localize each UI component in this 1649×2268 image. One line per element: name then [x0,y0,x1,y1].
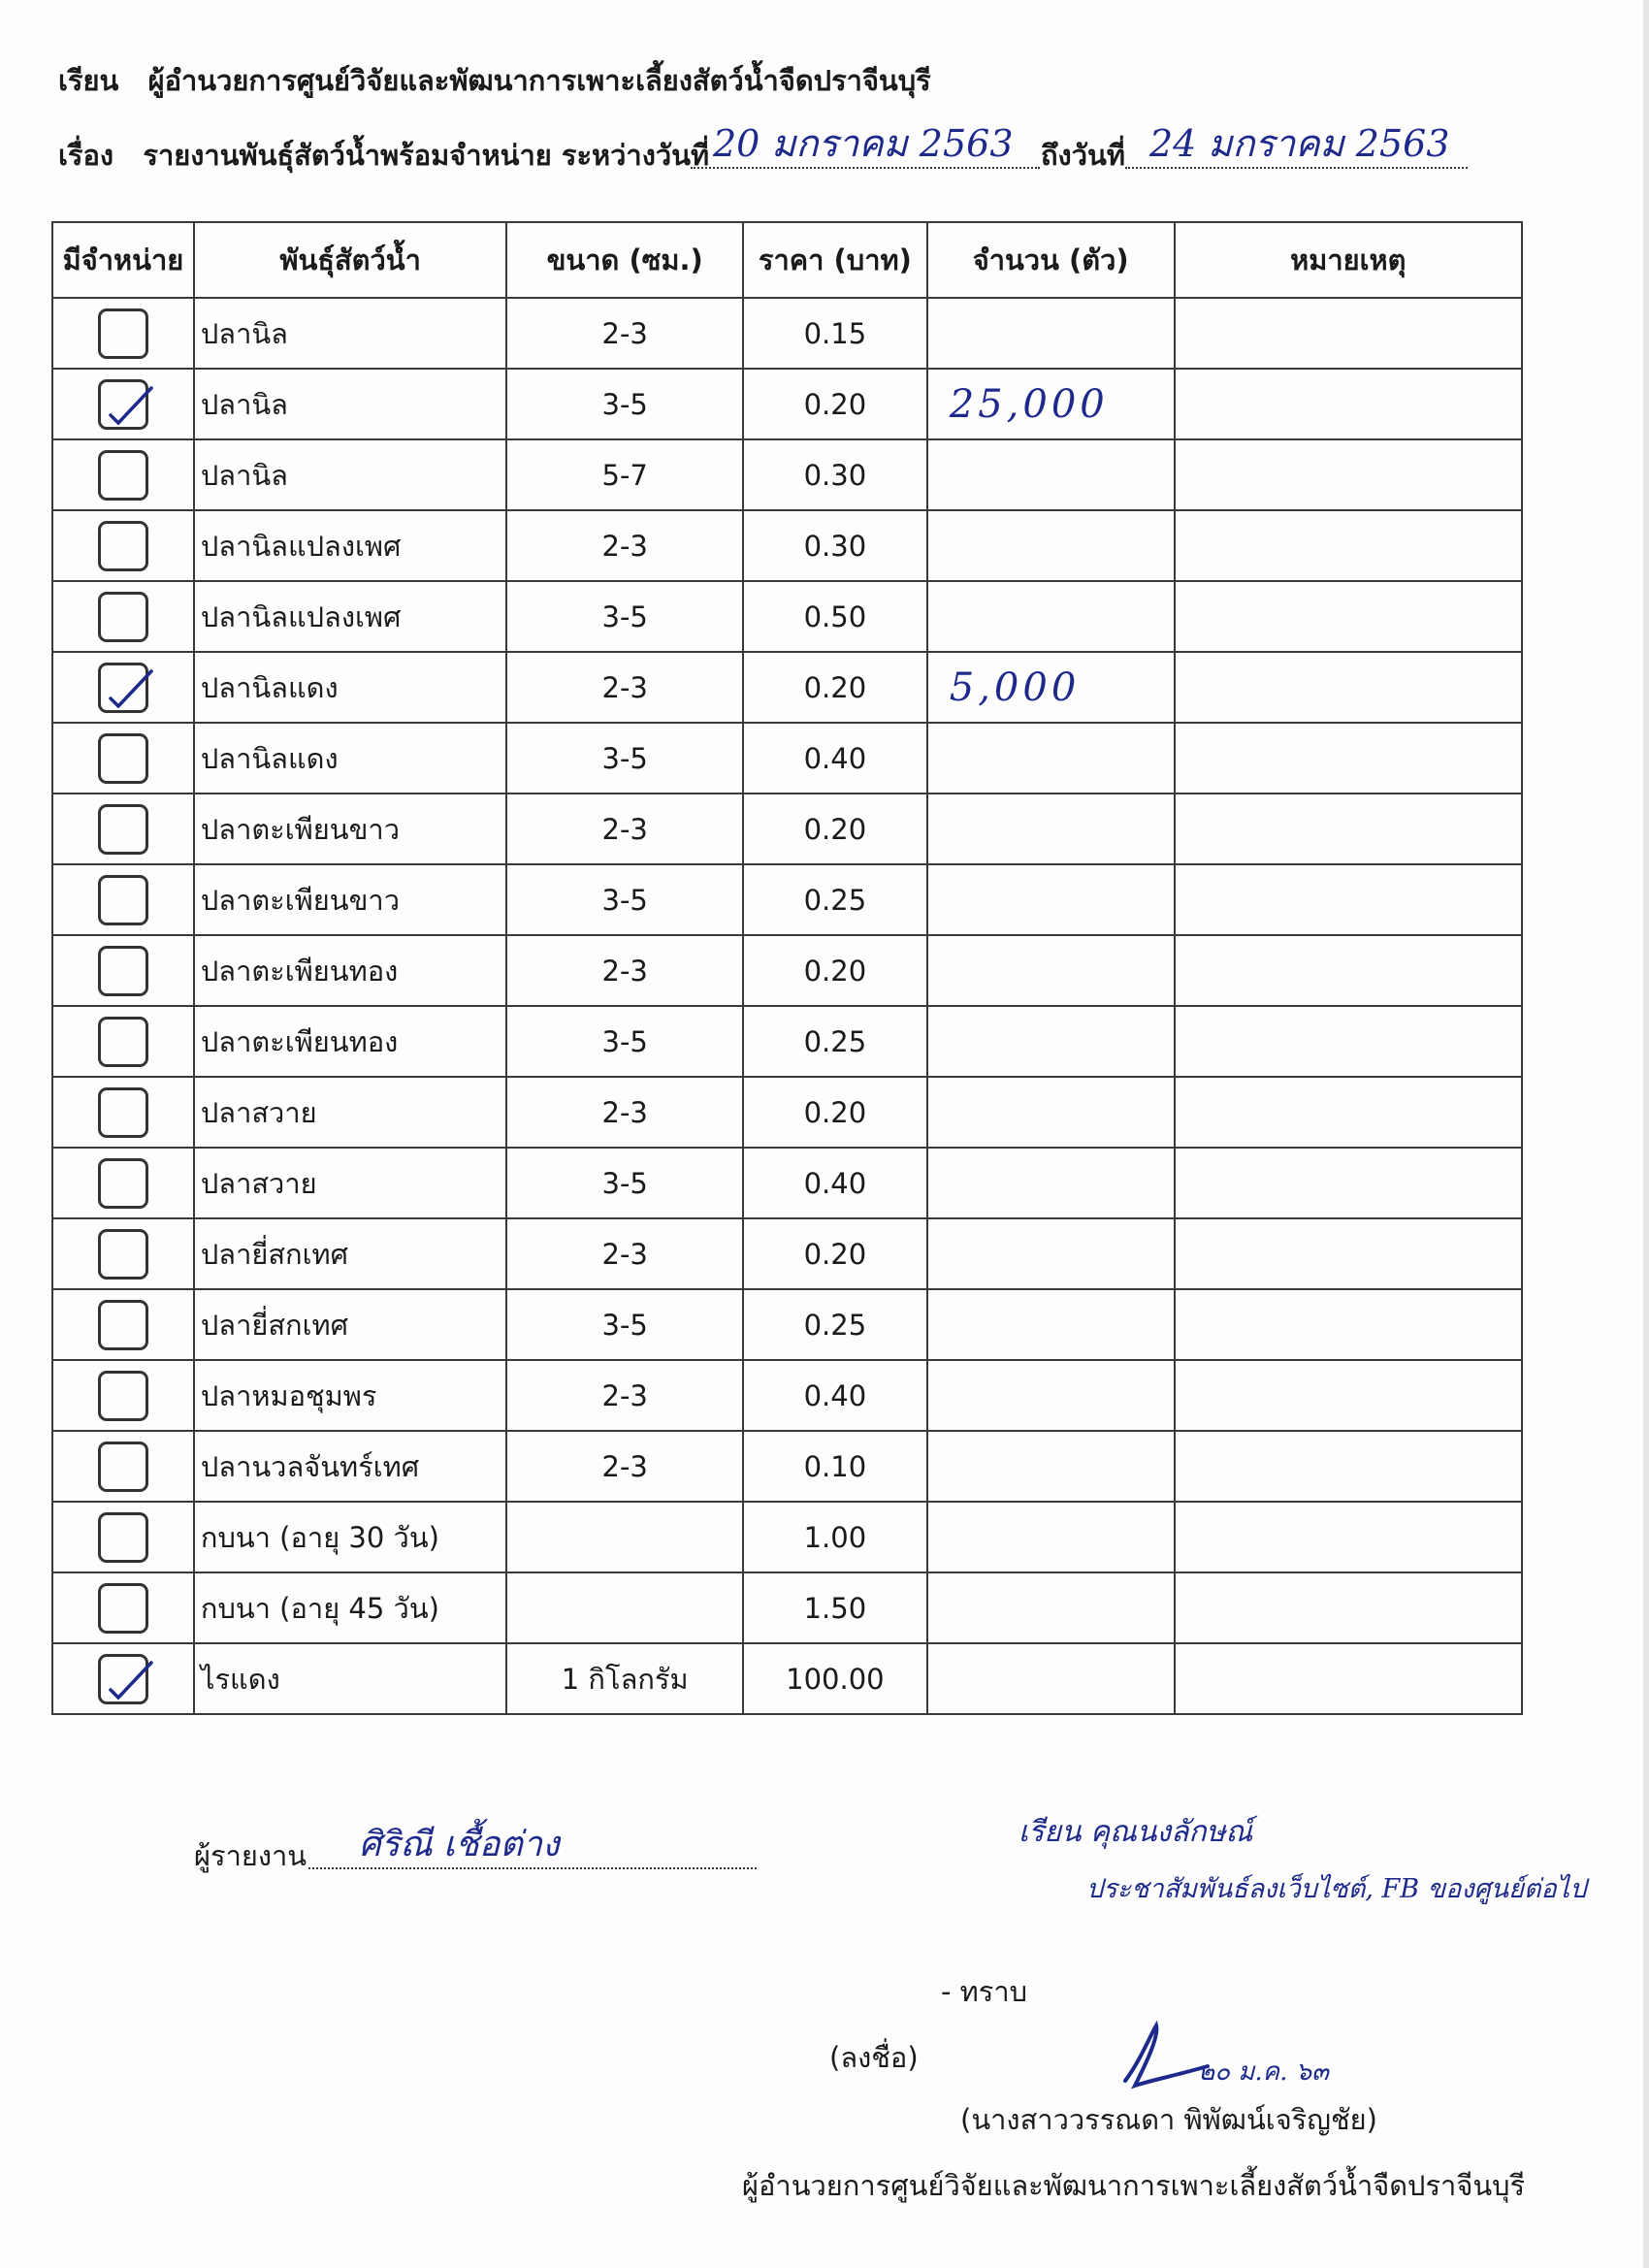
available-cell [52,581,194,652]
note-cell [1175,1360,1522,1431]
note-cell [1175,652,1522,723]
quantity-cell [927,369,1175,439]
quantity-cell [927,794,1175,864]
available-cell [52,1572,194,1643]
availability-table [51,221,1523,1715]
checkbox[interactable] [98,946,148,996]
quantity-cell [927,1360,1175,1431]
note-cell [1175,1148,1522,1218]
quantity-value [928,524,950,568]
comment-line-2: ประชาสัมพันธ์ลงเว็บไซต์, FB ของศูนย์ต่อไป [1086,1874,1587,1904]
col-note: หมายเหตุ [1175,222,1522,298]
available-cell [52,298,194,369]
price-cell: 0.20 [743,369,927,439]
species-cell: ปลานิลแดง [194,723,506,794]
size-cell: 1 กิโลกรัม [506,1643,743,1714]
available-cell [52,1289,194,1360]
checkbox[interactable] [98,1017,148,1067]
checked-checkbox[interactable] [98,1654,148,1704]
checkbox[interactable] [98,1442,148,1492]
quantity-cell [927,864,1175,935]
species-cell: ปลาสวาย [194,1077,506,1148]
species-cell: ปลายี่สกเทศ [194,1289,506,1360]
price-cell: 0.25 [743,1289,927,1360]
checkbox[interactable] [98,1300,148,1350]
available-cell [52,1431,194,1502]
checkbox[interactable] [98,521,148,571]
available-cell [52,1502,194,1572]
size-cell [506,1572,743,1643]
size-cell: 5-7 [506,439,743,510]
table-row [52,510,1522,581]
species-cell: ปลายี่สกเทศ [194,1218,506,1289]
checkbox[interactable] [98,308,148,359]
checkbox[interactable] [98,1371,148,1421]
price-cell: 1.00 [743,1502,927,1572]
quantity-value [928,1374,950,1418]
checkbox[interactable] [98,804,148,855]
col-price: ราคา (บาท) [743,222,927,298]
quantity-value [928,1161,950,1206]
price-cell: 100.00 [743,1643,927,1714]
reporter-label: ผู้รายงาน [194,1839,307,1872]
available-cell [52,1006,194,1077]
table-header-row [52,222,1522,298]
quantity-cell [927,1077,1175,1148]
price-cell: 0.20 [743,1218,927,1289]
price-cell: 0.20 [743,794,927,864]
scan-edge [1643,0,1649,2268]
quantity-cell [927,1218,1175,1289]
table-row [52,1077,1522,1148]
available-cell [52,723,194,794]
subject-text: รายงานพันธุ์สัตว์น้ำพร้อมจำหน่าย ระหว่างวันที่ [143,139,710,172]
size-cell: 3-5 [506,1148,743,1218]
available-cell [52,864,194,935]
quantity-value [928,1090,950,1135]
col-species: พันธุ์สัตว์น้ำ [194,222,506,298]
price-cell: 0.30 [743,510,927,581]
quantity-cell [927,1502,1175,1572]
acknowledge-text: - ทราบ [941,1975,1028,2008]
size-cell: 2-3 [506,1077,743,1148]
note-cell [1175,298,1522,369]
table-row [52,1360,1522,1431]
quantity-value [928,1303,950,1347]
note-cell [1175,1289,1522,1360]
signer-title: ผู้อำนวยการศูนย์วิจัยและพัฒนาการเพาะเลี้ยงสัตว์น้ำจืดปราจีนบุรี [742,2169,1526,2202]
table-row [52,581,1522,652]
table-row [52,1502,1522,1572]
table-row [52,369,1522,439]
sign-label: (ลงชื่อ) [829,2041,919,2074]
subject-line [58,133,709,178]
checked-checkbox[interactable] [98,379,148,430]
species-cell: ปลานิลแดง [194,652,506,723]
price-cell: 0.20 [743,652,927,723]
quantity-cell [927,1572,1175,1643]
checkbox[interactable] [98,1229,148,1280]
available-cell [52,1077,194,1148]
quantity-value: 25,000 [949,381,1109,427]
table-row [52,298,1522,369]
note-cell [1175,1077,1522,1148]
table-row [52,1218,1522,1289]
comment-line-1: เรียน คุณนงลักษณ์ [1018,1815,1253,1849]
to-date: 24 มกราคม 2563 [1149,122,1450,165]
quantity-cell [927,581,1175,652]
table-row [52,723,1522,794]
size-cell [506,1502,743,1572]
checkbox[interactable] [98,1087,148,1138]
available-cell [52,1360,194,1431]
quantity-cell [927,1148,1175,1218]
quantity-cell [927,723,1175,794]
note-cell [1175,1572,1522,1643]
table-row [52,1148,1522,1218]
price-cell: 0.40 [743,1360,927,1431]
note-cell [1175,369,1522,439]
species-cell: กบนา (อายุ 30 วัน) [194,1502,506,1572]
note-cell [1175,581,1522,652]
table-row [52,1643,1522,1714]
checkbox[interactable] [98,592,148,642]
to-label: เรียน [58,64,119,97]
price-cell: 0.20 [743,1077,927,1148]
size-cell: 2-3 [506,794,743,864]
size-cell: 2-3 [506,935,743,1006]
available-cell [52,935,194,1006]
size-cell: 2-3 [506,652,743,723]
table-row [52,652,1522,723]
size-cell: 2-3 [506,510,743,581]
quantity-cell [927,652,1175,723]
available-cell [52,652,194,723]
quantity-cell [927,935,1175,1006]
price-cell: 0.40 [743,1148,927,1218]
species-cell: ปลาตะเพียนขาว [194,864,506,935]
checkbox[interactable] [98,1512,148,1563]
quantity-cell [927,439,1175,510]
species-cell: ปลาตะเพียนทอง [194,935,506,1006]
available-cell [52,510,194,581]
species-cell: ปลานิล [194,369,506,439]
species-cell: ปลาตะเพียนขาว [194,794,506,864]
table-row [52,1572,1522,1643]
to-text: ผู้อำนวยการศูนย์วิจัยและพัฒนาการเพาะเลี้ยงสัตว์น้ำจืดปราจีนบุรี [147,64,931,97]
price-cell: 0.10 [743,1431,927,1502]
quantity-cell [927,1006,1175,1077]
quantity-cell [927,1643,1175,1714]
table-row [52,935,1522,1006]
available-cell [52,439,194,510]
checkbox[interactable] [98,875,148,925]
quantity-value [928,1515,950,1560]
available-cell [52,1643,194,1714]
table-row [52,1006,1522,1077]
checkbox[interactable] [98,1583,148,1634]
available-cell [52,369,194,439]
note-cell [1175,1502,1522,1572]
subject-label: เรื่อง [58,139,114,172]
species-cell: ปลาตะเพียนทอง [194,1006,506,1077]
note-cell [1175,1431,1522,1502]
quantity-value: 5,000 [949,664,1081,710]
species-cell: ปลานิล [194,298,506,369]
note-cell [1175,1006,1522,1077]
available-cell [52,1218,194,1289]
quantity-value [928,1232,950,1277]
price-cell: 0.20 [743,935,927,1006]
checkbox[interactable] [98,450,148,501]
species-cell: กบนา (อายุ 45 วัน) [194,1572,506,1643]
price-cell: 1.50 [743,1572,927,1643]
species-cell: ปลานิลแปลงเพศ [194,581,506,652]
species-cell: ไรแดง [194,1643,506,1714]
size-cell: 3-5 [506,723,743,794]
col-size: ขนาด (ซม.) [506,222,743,298]
to-line [58,58,931,103]
quantity-value [928,807,950,852]
note-cell [1175,1218,1522,1289]
note-cell [1175,723,1522,794]
size-cell: 2-3 [506,1431,743,1502]
note-cell [1175,439,1522,510]
price-cell: 0.15 [743,298,927,369]
col-available: มีจำหน่าย [52,222,194,298]
species-cell: ปลานิลแปลงเพศ [194,510,506,581]
checkbox[interactable] [98,1158,148,1209]
signer-name: (นางสาววรรณดา พิพัฒน์เจริญชัย) [960,2103,1377,2136]
size-cell: 2-3 [506,1360,743,1431]
sign-date: ๒๐ ม.ค. ๖๓ [1198,2057,1329,2087]
to-date-label: ถึงวันที่ [1041,139,1125,172]
reporter-signature: ศิริณี เชื้อต่าง [359,1825,560,1864]
available-cell [52,794,194,864]
quantity-value [928,1444,950,1489]
from-date: 20 มกราคม 2563 [713,122,1014,165]
species-cell: ปลานวลจันทร์เทศ [194,1431,506,1502]
price-cell: 0.50 [743,581,927,652]
quantity-value [928,1586,950,1631]
size-cell: 3-5 [506,864,743,935]
size-cell: 2-3 [506,298,743,369]
species-cell: ปลานิล [194,439,506,510]
note-cell [1175,864,1522,935]
price-cell: 0.25 [743,1006,927,1077]
available-cell [52,1148,194,1218]
quantity-value [928,878,950,923]
note-cell [1175,935,1522,1006]
quantity-value [928,311,950,356]
table-row [52,1431,1522,1502]
price-cell: 0.30 [743,439,927,510]
table-row [52,439,1522,510]
species-cell: ปลาสวาย [194,1148,506,1218]
table-row [52,794,1522,864]
table-row [52,1289,1522,1360]
quantity-value [928,453,950,498]
quantity-value [928,949,950,993]
size-cell: 3-5 [506,1006,743,1077]
quantity-cell [927,298,1175,369]
col-quantity: จำนวน (ตัว) [927,222,1175,298]
quantity-cell [927,510,1175,581]
price-cell: 0.40 [743,723,927,794]
note-cell [1175,510,1522,581]
quantity-value [928,1020,950,1064]
quantity-value [928,595,950,639]
size-cell: 3-5 [506,581,743,652]
size-cell: 3-5 [506,1289,743,1360]
checked-checkbox[interactable] [98,663,148,713]
size-cell: 3-5 [506,369,743,439]
price-cell: 0.25 [743,864,927,935]
checkbox[interactable] [98,733,148,784]
quantity-cell [927,1431,1175,1502]
table-row [52,864,1522,935]
species-cell: ปลาหมอชุมพร [194,1360,506,1431]
quantity-value [928,1657,950,1701]
quantity-cell [927,1289,1175,1360]
note-cell [1175,794,1522,864]
size-cell: 2-3 [506,1218,743,1289]
quantity-value [928,736,950,781]
note-cell [1175,1643,1522,1714]
